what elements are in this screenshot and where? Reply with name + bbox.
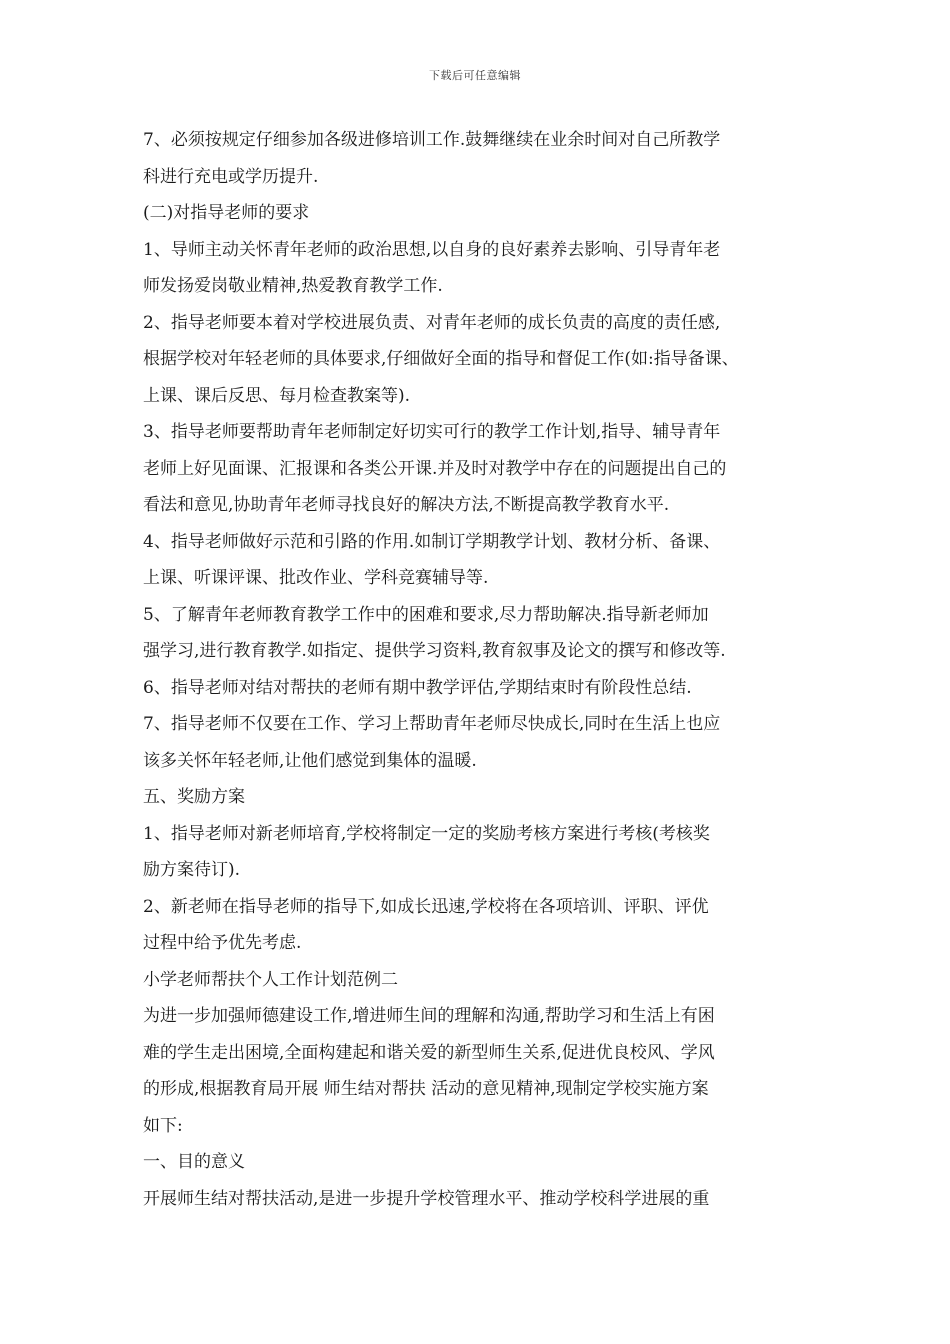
text-line: 7、指导老师不仅要在工作、学习上帮助青年老师尽快成长,同时在生活上也应 — [143, 714, 721, 734]
text-line: 科进行充电或学历提升. — [143, 166, 319, 187]
text-line: 老师上好见面课、汇报课和各类公开课.并及时对教学中存在的问题提出自己的 — [143, 458, 727, 479]
text-line: 4、指导老师做好示范和引路的作用.如制订学期教学计划、教材分析、备课、 — [143, 531, 721, 552]
text-line: 上课、课后反思、每月检查教案等). — [143, 385, 411, 406]
text-line: 3、指导老师要帮助青年老师制定好切实可行的教学工作计划,指导、辅导青年 — [143, 422, 721, 442]
header-note: 下载后可任意编辑 — [429, 69, 521, 82]
text-line: (二)对指导老师的要求 — [143, 203, 310, 223]
text-line: 强学习,进行教育教学.如指定、提供学习资料,教育叙事及论文的撰写和修改等. — [143, 641, 726, 661]
text-line: 一、目的意义 — [143, 1152, 245, 1172]
text-line: 励方案待订). — [143, 860, 241, 880]
text-line: 五、奖励方案 — [143, 787, 245, 807]
text-line: 为进一步加强师德建设工作,增进师生间的理解和沟通,帮助学习和生活上有困 — [143, 1006, 715, 1026]
text-line: 5、了解青年老师教育教学工作中的困难和要求,尽力帮助解决.指导新老师加 — [143, 604, 709, 625]
text-line: 难的学生走出困境,全面构建起和谐关爱的新型师生关系,促进优良校风、学风 — [143, 1042, 715, 1063]
text-line: 上课、听课评课、批改作业、学科竞赛辅导等. — [143, 568, 489, 588]
text-line: 该多关怀年轻老师,让他们感觉到集体的温暖. — [143, 750, 477, 771]
text-line: 2、指导老师要本着对学校进展负责、对青年老师的成长负责的高度的责任感, — [143, 312, 721, 333]
text-line: 1、导师主动关怀青年老师的政治思想,以自身的良好素养去影响、引导青年老 — [143, 239, 721, 260]
text-line: 1、指导老师对新老师培育,学校将制定一定的奖励考核方案进行考核(考核奖 — [143, 823, 710, 844]
text-line: 看法和意见,协助青年老师寻找良好的解决方法,不断提高教学教育水平. — [143, 495, 670, 515]
text-line: 根据学校对年轻老师的具体要求,仔细做好全面的指导和督促工作(如:指导备课、 — [143, 349, 739, 369]
text-line: 过程中给予优先考虑. — [143, 933, 302, 953]
document-body — [143, 122, 808, 1217]
text-line: 6、指导老师对结对帮扶的老师有期中教学评估,学期结束时有阶段性总结. — [143, 677, 692, 698]
text-line: 如下: — [143, 1115, 183, 1136]
text-line: 2、新老师在指导老师的指导下,如成长迅速,学校将在各项培训、评职、评优 — [143, 896, 709, 917]
text-line: 小学老师帮扶个人工作计划范例二 — [143, 969, 398, 990]
text-line: 7、必须按规定仔细参加各级进修培训工作.鼓舞继续在业余时间对自己所教学 — [143, 130, 721, 150]
text-line: 师发扬爱岗敬业精神,热爱教育教学工作. — [143, 276, 443, 296]
text-line: 开展师生结对帮扶活动,是进一步提升学校管理水平、推动学校科学进展的重 — [143, 1188, 710, 1209]
text-line: 的形成,根据教育局开展 师生结对帮扶 活动的意见精神,现制定学校实施方案 — [143, 1079, 709, 1099]
